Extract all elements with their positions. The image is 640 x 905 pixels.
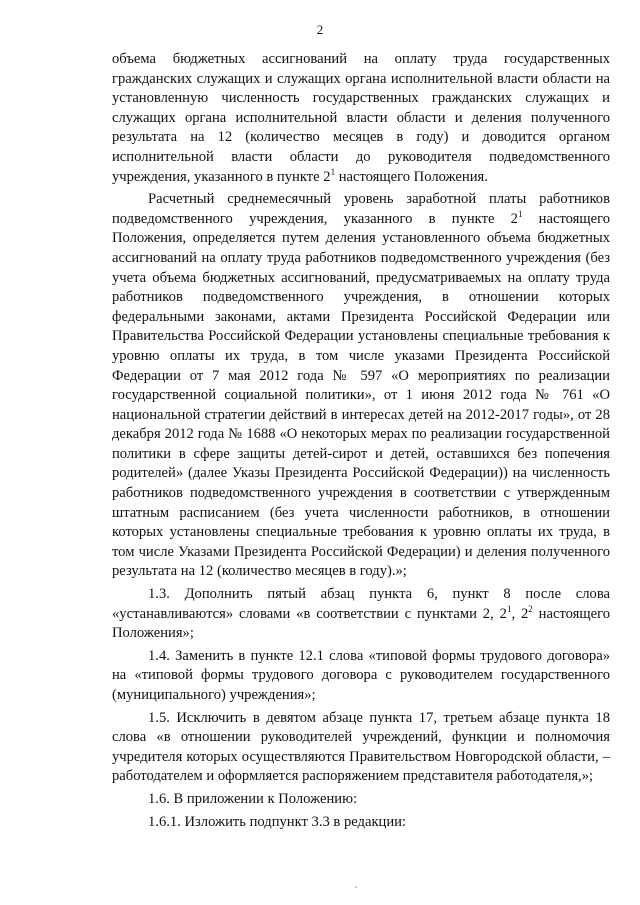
paragraph-item-1-3 xyxy=(112,585,610,644)
paragraph-item-1-6-1 xyxy=(112,813,610,833)
paragraph-salary-calculation xyxy=(112,190,610,582)
paragraph-continuation xyxy=(112,50,610,187)
superscript: 2 xyxy=(528,603,533,614)
page-number: 2 xyxy=(316,22,324,37)
text-run: , 2 xyxy=(511,605,529,622)
text-run: 1.6. В приложении к Положению: xyxy=(148,790,358,807)
text-run: 1.4. Заменить в пункте 12.1 слова «типовой формы трудового договора» на «типовой формы трудового договора с руководителем государственного (муниципального) учреждения»; xyxy=(112,647,610,703)
text-run: объема бюджетных ассигнований на оплату труда государственных гражданских служащих и служащих органа исполнительной власти области на установленную численность государственных гражданских служащих и служащих органа исполнительной власти области и деления полученного результата на 12 (количество месяцев в году) и доводится органом исполнительной власти области до руководителя подведомственного учреждения, указанного в пункте 2 xyxy=(112,51,610,185)
text-run: настоящего Положения»; xyxy=(112,605,610,642)
superscript: 1 xyxy=(506,603,512,614)
text-run: настоящего Положения, определяется путем деления установленного объема бюджетных ассигнований на оплату труда работников подведомственного учреждения (без учета объема бюджетных ассигнований, предусматриваемых на оплату труда работников подведомственного учреждения, в отношении которых федеральными законами, актами Президента Российской Федерации или Правительства Российской Федерации установлены специальные требования к уровню оплаты их труда, в том числе указами Президента Российской Федерации от 7 мая 2012 года № 597 «О мероприятиях по реализации государственной социальной политики», от 1 июня 2012 года № 761 «О национальной стратегии действий в интересах детей на 2012-2017 годы», от 28 декабря 2012 года № 1688 «О некоторых мерах по реализации государственной политики в сфере защиты детей-сирот и детей, оставшихся без попечения родителей» (далее Указы Президента Российской Федерации)) на численность работников подведомственного учреждения в соответствии с утвержденным штатным расписанием (без учета численности работников, в отношении которых установлены специальные требования к уровню оплаты их труда, в том числе Указами Президента Российской Федерации) и деления полученного результата на 12 (количество месяцев в году).»; xyxy=(112,210,610,580)
text-run: настоящего Положения. xyxy=(335,168,488,185)
paragraph-item-1-5 xyxy=(112,709,610,787)
text-run: 1.5. Исключить в девятом абзаце пункта 17, третьем абзаце пункта 18 слова «в отношении руководителей учреждений, функции и полномочия учредителя которых осуществляются Правительством Новгородской области, – работодателем и оформляется распоряжением представителя работодателя,»; xyxy=(112,709,610,785)
superscript: 1 xyxy=(330,166,336,177)
text-run: 1.3. Дополнить пятый абзац пункта 6, пункт 8 после слова «устанавливаются» словами «в соответствии с пунктами 2, 2 xyxy=(112,586,610,622)
text-run: Расчетный среднемесячный уровень заработной платы работников подведомственного учреждения, указанного в пункте 2 xyxy=(112,191,610,227)
paragraph-item-1-4 xyxy=(112,647,610,706)
document-body xyxy=(112,50,610,832)
scan-dot xyxy=(355,886,357,888)
superscript: 1 xyxy=(517,208,523,219)
paragraph-item-1-6 xyxy=(112,790,610,810)
text-run: 1.6.1. Изложить подпункт 3.3 в редакции: xyxy=(148,813,407,830)
